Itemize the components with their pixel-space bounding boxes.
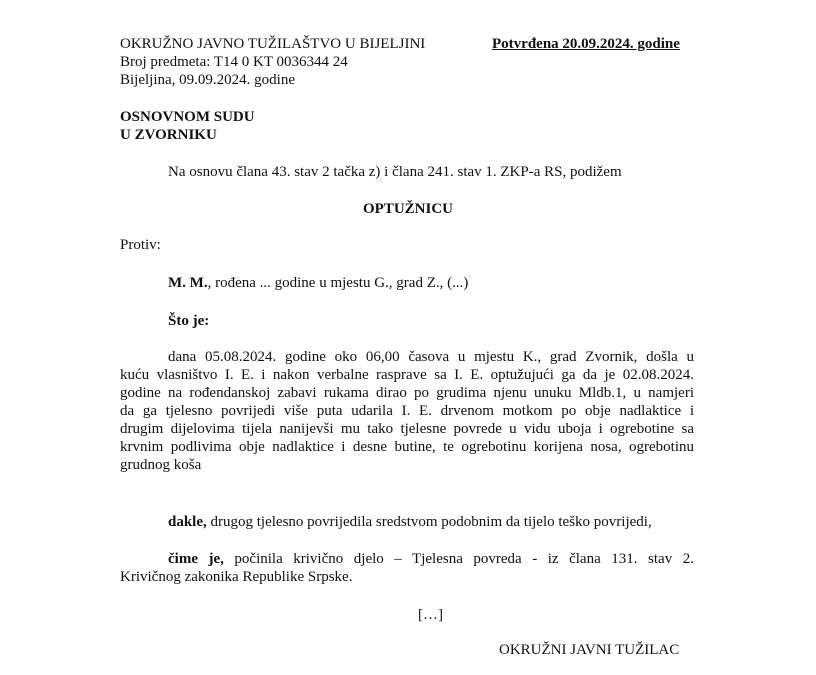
- facts-line: krvnim podlivima obje nadlaktice i desne butine, te ogrebotinu korijena nosa, ogrebotinu: [120, 439, 694, 455]
- cime-paragraph: [120, 550, 694, 586]
- accused-line: [168, 274, 468, 292]
- dakle-text: drugog tjelesno povrijedila sredstvom podobnim da tijelo teško povrijedi,: [206, 514, 652, 530]
- recipient-court: OSNOVNOM SUDU: [120, 109, 255, 125]
- dakle-line: [168, 513, 652, 531]
- accused-details: , rođena ... godine u mjestu G., grad Z., (...): [207, 275, 469, 291]
- office-name: OKRUŽNO JAVNO TUŽILAŠTVO U BIJELJINI: [120, 36, 426, 52]
- place-date: Bijeljina, 09.09.2024. godine: [120, 72, 295, 88]
- cime-line-2: Krivičnog zakonika Republike Srpske.: [120, 569, 353, 585]
- cime-word: čime je,: [168, 551, 224, 567]
- accused-name: M. M.: [168, 275, 208, 291]
- facts-paragraph: [120, 348, 694, 474]
- confirmation-stamp: Potvrđena 20.09.2024. godine: [492, 36, 680, 52]
- document-title: OPTUŽNICU: [362, 201, 453, 217]
- facts-line: da ga tjelesno povrijedi više puta udarila I. E. drvenom motkom po obje nadlaktice i: [120, 403, 694, 419]
- cime-text: počinila krivično djelo – Tjelesna povreda - iz člana 131. stav 2.: [223, 551, 694, 567]
- what-label: Što je:: [168, 313, 210, 329]
- facts-line: godine na rođendanskoj zabavi rukama dirao po grudima njenu unuku Mldb.1, u namjeri: [120, 385, 694, 401]
- omission-marker: […]: [418, 607, 443, 623]
- cime-line: [120, 550, 694, 568]
- legal-basis: Na osnovu člana 43. stav 2 tačka z) i člana 241. stav 1. ZKP-a RS, podižem: [168, 164, 622, 180]
- facts-line-last: grudnog koša: [120, 457, 202, 473]
- against-label: Protiv:: [120, 237, 161, 253]
- signature-title: OKRUŽNI JAVNI TUŽILAC: [499, 642, 680, 658]
- dakle-word: dakle,: [168, 514, 207, 530]
- case-number: Broj predmeta: T14 0 KT 0036344 24: [120, 54, 348, 70]
- facts-line: drugim dijelovima tijela nanijevši mu tako tjelesne povrede u vidu uboja i ogrebotine sa: [120, 421, 694, 437]
- facts-line: kuću vlasništvo I. E. i nakon verbalne rasprave sa I. E. optužujući ga da je 02.08.2024.: [120, 367, 694, 383]
- facts-line: dana 05.08.2024. godine oko 06,00 časova u mjestu K., grad Zvornik, došla u: [168, 349, 694, 365]
- recipient-city: U ZVORNIKU: [120, 127, 217, 143]
